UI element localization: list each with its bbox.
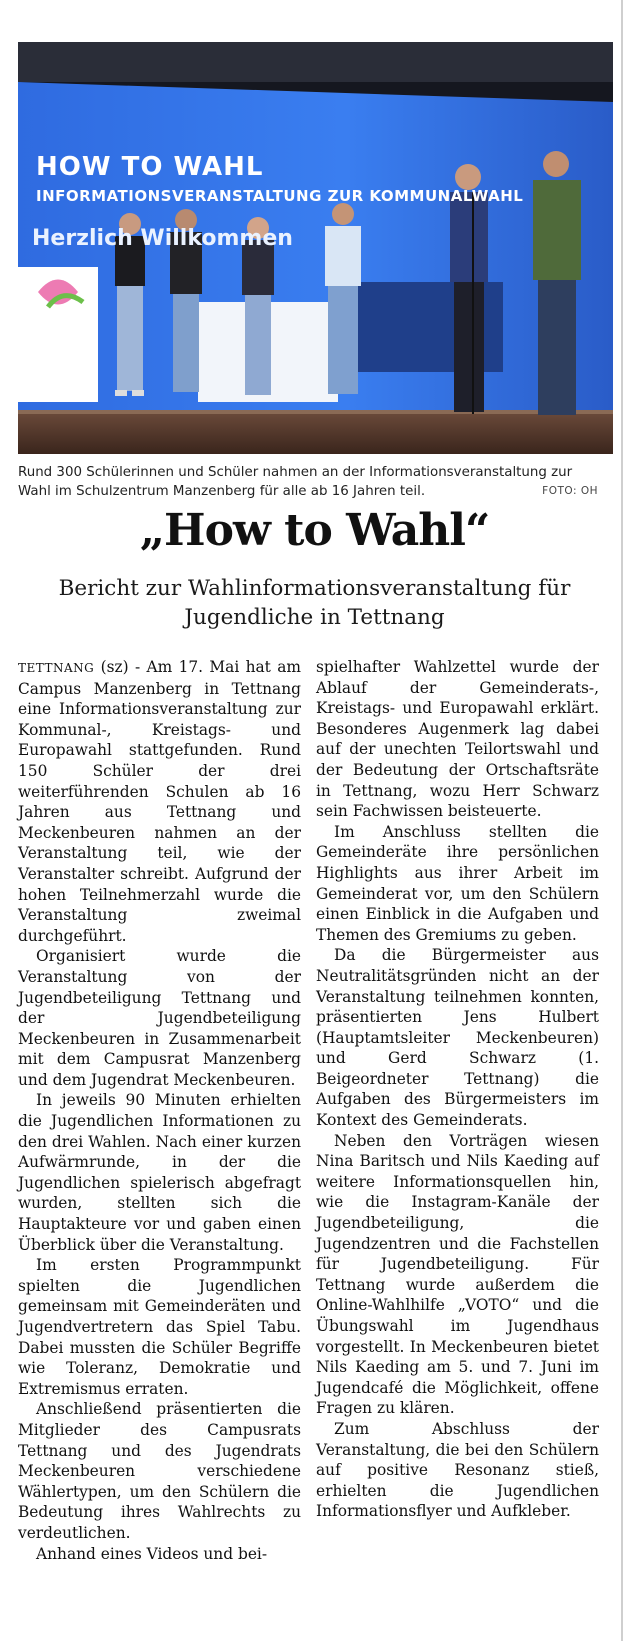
article-headline: „How to Wahl“ bbox=[139, 505, 490, 556]
article-column-left bbox=[18, 657, 301, 1564]
photo-caption bbox=[18, 463, 598, 501]
paragraph: Neben den Vorträgen wiesen Nina Baritsch und Nils Kaeding auf weitere Informationsquellen hin, wie die Instagram-Kanäle der Jugendbeteiligung, die Jugendzentren und die Fachstellen für Jugendbeteiligung. Für Tettnang wurde außerdem die Online-Wahlhilfe „VOTO“ und die Übungswahl im Jugendhaus vorgestellt. In Meckenbeuren bietet Nils Kaeding am 5. und 7. Juni im Jugendcafé die Möglichkeit, offene Fragen zu klären. bbox=[316, 1131, 599, 1418]
article-column-right bbox=[316, 657, 599, 1522]
paragraph: Anhand eines Videos und bei- bbox=[36, 1544, 268, 1563]
dateline-source: (sz) bbox=[100, 658, 129, 676]
paragraph: spielhafter Wahlzettel wurde der Ablauf der Gemeinderats-, Kreistags- und Europawahl erklärt. Besonderes Augenmerk lag dabei auf der unechten Teilortswahl und der Bedeutung der Ortschaftsräte in Tettnang, wozu Herr Schwarz sein Fachwissen beisteuerte. bbox=[316, 658, 599, 821]
paragraph bbox=[18, 657, 301, 946]
slide-subtitle: INFORMATIONSVERANSTALTUNG ZUR KOMMUNALWAHL bbox=[36, 187, 524, 205]
paragraph-text: - Am 17. Mai hat am Campus Manzenberg in Tettnang eine Informationsveranstaltung zur Kommunal-, Kreistags- und Europawahl stattgefunden. Rund 150 Schüler der drei weiterführenden Schulen ab 16 Jahren aus Tettnang und Meckenbeuren nahmen an der Veranstaltung teil, wie der Veranstalter schreibt. Aufgrund der hohen Teilnehmerzahl wurde die Veranstaltung zweimal durchgeführt. bbox=[18, 658, 301, 945]
page-edge-divider bbox=[621, 0, 623, 1641]
paragraph: Organisiert wurde die Veranstaltung von der Jugendbeteiligung Tettnang und der Jugendbeteiligung Meckenbeuren in Zusammenarbeit mit dem Campusrat Manzenberg und dem Jugendrat Meckenbeuren. bbox=[18, 947, 301, 1089]
paragraph: In jeweils 90 Minuten erhielten die Jugendlichen Informationen zu den drei Wahlen. Nach einer kurzen Aufwärmrunde, in der die Jugendlichen spielerisch abgefragt wurden, stellten sich die Hauptakteure vor und gaben einen Überblick über die Veranstaltung. bbox=[18, 1091, 301, 1254]
article-photo bbox=[18, 42, 613, 454]
photo-credit: FOTO: OH bbox=[542, 485, 598, 497]
paragraph: Zum Abschluss der Veranstaltung, die bei den Schülern auf positive Resonanz stieß, erhielten die Jugendlichen Informationsflyer und Aufkleber. bbox=[316, 1419, 599, 1521]
paragraph: Im Anschluss stellten die Gemeinderäte ihre persönlichen Highlights aus ihrer Arbeit im Gemeinderat vor, um den Schülern einen Einblick in die Aufgaben und Themen des Gremiums zu geben. bbox=[316, 822, 599, 944]
dateline: TETTNANG bbox=[18, 661, 95, 675]
paragraph: Da die Bürgermeister aus Neutralitätsgründen nicht an der Veranstaltung teilnehmen konnten, präsentierten Jens Hulbert (Hauptamtsleiter Meckenbeuren) und Gerd Schwarz (1. Beigeordneter Tettnang) die Aufgaben des Bürgermeisters im Kontext des Gemeinderats. bbox=[316, 946, 599, 1130]
paragraph: Im ersten Programmpunkt spielten die Jugendlichen gemeinsam mit Gemeinderäten und Jugendvertretern das Spiel Tabu. Dabei mussten die Schüler Begriffe wie Toleranz, Demokratie und Extremismus erraten. bbox=[18, 1256, 301, 1398]
caption-text: Rund 300 Schülerinnen und Schüler nahmen an der Informationsveranstaltung zur Wahl im Schulzentrum Manzenberg für alle ab 16 Jahren teil. bbox=[18, 465, 573, 499]
article-subheadline: Bericht zur Wahlinformationsveranstaltung für Jugendliche in Tettnang bbox=[58, 576, 571, 630]
paragraph: Anschließend präsentierten die Mitglieder des Campusrats Tettnang und des Jugendrats Meckenbeuren verschiedene Wählertypen, um den Schülern die Bedeutung ihres Wahlrechts zu verdeutlichen. bbox=[18, 1400, 301, 1542]
slide-title: HOW TO WAHL bbox=[36, 152, 264, 182]
slide-welcome: Herzlich Willkommen bbox=[32, 226, 293, 251]
